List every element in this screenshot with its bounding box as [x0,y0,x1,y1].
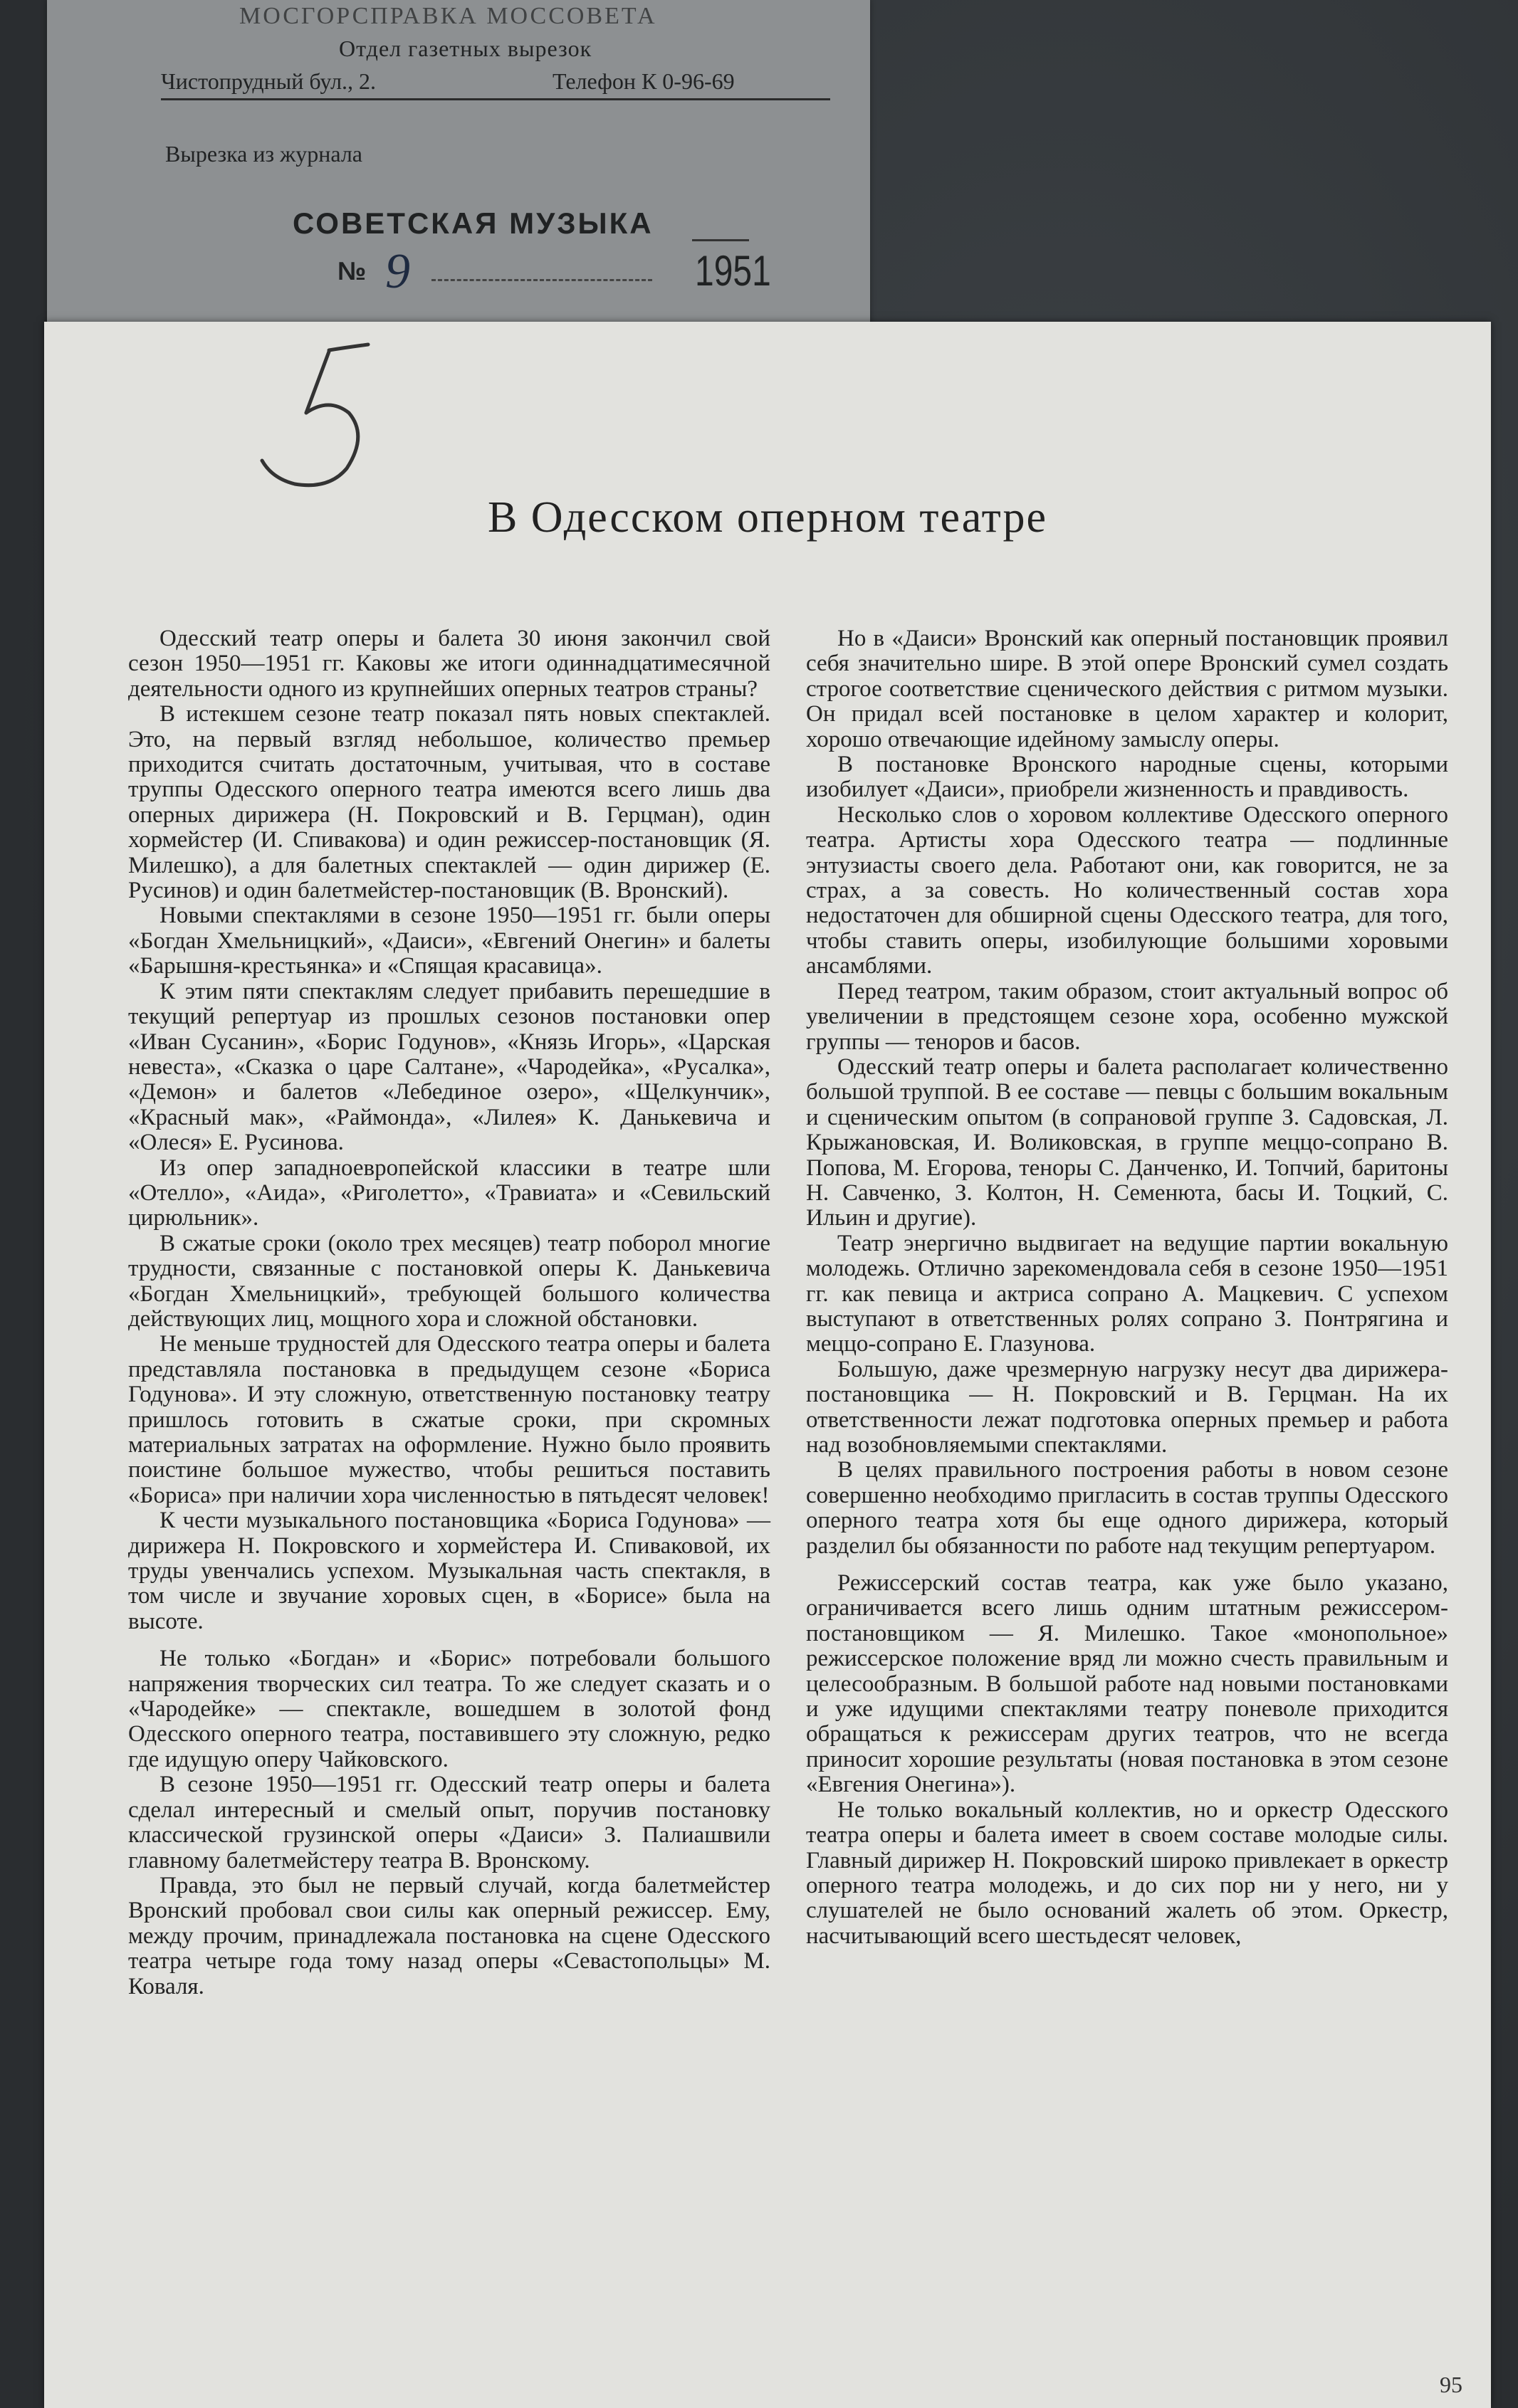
label-divider [161,98,830,100]
right-paragraph: Одесский театр оперы и балета располагает количественно большой труппой. В ее составе — певцы с большим вокальным и сценическим опытом (в сопрановой группе З. Садовская, Л. Крыжановская, И. Воликовская, в группе меццо-сопрано В. Попова, М. Егорова, теноры С. Данченко, И. Топчий, баритоны Н. Савченко, З. Колтон, Н. Семенюта, басы И. Тоцкий, С. Ильин и другие). [806,1053,1448,1231]
left-paragraph: К чести музыкального постановщика «Бориса Годунова» — дирижера Н. Покровского и хормейстера И. Спиваковой, их труды увенчались успехом. Музыкальная часть спектакля, в том числе и звучание хоровых сцен, в «Борисе» была на высоте. [128,1508,770,1634]
issue-dotted-line [431,279,652,281]
left-paragraph: Не только «Богдан» и «Борис» потребовали большого напряжения творческих сил театра. То же следует сказать и о «Чародейке» — спектакле, вошедшем в золотой фонд Одесского оперного театра, поставившего эту сложную, редко где идущую оперу Чайковского. [128,1646,770,1772]
right-paragraph: Театр энергично выдвигает на ведущие партии вокальную молодежь. Отлично зарекомендовала себя в сезоне 1950—1951 гг. как певица и актриса сопрано А. Мацкевич. С успехом выступают в ответственных ролях сопрано З. Понтрягина и меццо-сопрано Е. Глазунова. [806,1230,1448,1357]
department-name: Отдел газетных вырезок [339,36,592,61]
issue-number-label: № [337,256,367,285]
article-right-column [806,626,1448,1949]
left-paragraph: Не меньше трудностей для Одесского театра оперы и балета представляла постановка в предыдущем сезоне «Бориса Годунова». И эту сложную, ответственную постановку театру пришлось готовить в сжатые сроки, при скромных материальных затратах на оформление. Нужно было проявить поистине большое мужество, чтобы решиться поставить «Бориса» при наличии хора численностью в пятьдесят человек! [128,1331,770,1508]
issue-year: 1951 [695,247,771,295]
right-paragraph: Перед театром, таким образом, стоит актуальный вопрос об увеличении в предстоящем сезоне хора, особенно мужской группы — теноров и басов. [806,978,1448,1055]
handwritten-number-five [222,329,407,514]
agency-name: МОСГОРСПРАВКА МОССОВЕТА [239,3,657,29]
address: Чистопрудный бул., 2. [161,68,377,94]
left-paragraph: Новыми спектаклями в сезоне 1950—1951 гг. были оперы «Богдан Хмельницкий», «Даиси», «Евгений Онегин» и балеты «Барышня-крестьянка» и «Спящая красавица». [128,903,770,979]
article-left-column [128,626,770,1999]
issue-number-handwritten: 9 [385,244,410,299]
cutting-source-caption: Вырезка из журнала [165,141,362,167]
right-paragraph: Не только вокальный коллектив, но и оркестр Одесского театра оперы и балета имеет в своем составе молодые силы. Главный дирижер Н. Покровский широко привлекает в оркестр оперного театра молодежь, и до сих пор ни у него, ни у слушателей не было оснований жалеть об этом. Оркестр, насчитывающий всего шестьдесят человек, [806,1797,1448,1949]
left-paragraph: Одесский театр оперы и балета 30 июня закончил свой сезон 1950—1951 гг. Каковы же итоги одиннадцатимесячной деятельности одного из крупнейших оперных театров страны? [128,626,770,702]
journal-underline [692,239,749,241]
left-paragraph: В истекшем сезоне театр показал пять новых спектаклей. Это, на первый взгляд небольшое, количество премьер приходится считать достаточным, учитывая, что в составе труппы Одесского оперного театра имеются всего лишь два оперных дирижера (Н. Покровский и В. Герцман), один хормейстер (И. Спивакова) и один режиссер-постановщик (Я. Милешко), а для балетных спектаклей — один дирижер (Е. Русинов) и один балетмейстер-постановщик (В. Вронский). [128,701,770,904]
journal-name: СОВЕТСКАЯ МУЗЫКА [293,206,654,240]
clipping-service-label [47,0,870,335]
right-paragraph: В постановке Вронского народные сцены, которыми изобилует «Даиси», приобрели жизненность и правдивость. [806,752,1448,803]
right-paragraph: В целях правильного построения работы в новом сезоне совершенно необходимо пригласить в состав труппы Одесского оперного театра хотя бы еще одного дирижера, который разделил бы обязанности по работе над текущим репертуаром. [806,1457,1448,1559]
right-paragraph: Большую, даже чрезмерную нагрузку несут два дирижера-постановщика — Н. Покровский и В. Герцман. На их ответственности лежат подготовка оперных премьер и работа над возобновляемыми спектаклями. [806,1356,1448,1458]
left-paragraph: В сезоне 1950—1951 гг. Одесский театр оперы и балета сделал интересный и смелый опыт, поручив постановку классической грузинской оперы «Даиси» З. Палиашвили главному балетмейстеру театра В. Вронскому. [128,1772,770,1873]
left-paragraph: В сжатые сроки (около трех месяцев) театр поборол многие трудности, связанные с постановкой оперы К. Данькевича «Богдан Хмельницкий», требующей большого количества действующих лиц, мощного хора и сложной обстановки. [128,1230,770,1332]
right-paragraph: Но в «Даиси» Вронский как оперный постановщик проявил себя значительно шире. В этой опере Вронский сумел создать строгое соответствие сценического действия с ритмом музыки. Он придал всей постановке в целом характер и колорит, хорошо отвечающие идейному замыслу оперы. [806,626,1448,752]
left-paragraph: К этим пяти спектаклям следует прибавить перешедшие в текущий репертуар из прошлых сезонов постановки опер «Иван Сусанин», «Борис Годунов», «Князь Игорь», «Царская невеста», «Сказка о царе Салтане», «Чародейка», «Русалка», «Демон» и балетов «Лебединое озеро», «Щелкунчик», «Красный мак», «Раймонда», «Лилея» К. Данькевича и «Олеся» Е. Русинова. [128,978,770,1156]
left-paragraph: Правда, это был не первый случай, когда балетмейстер Вронский пробовал свои силы как оперный режиссер. Ему, между прочим, принадлежала постановка на сцене Одесского театра четыре года тому назад оперы «Севастопольцы» М. Коваля. [128,1872,770,1999]
phone-number: Телефон К 0-96-69 [553,68,735,94]
left-paragraph: Из опер западноевропейской классики в театре шли «Отелло», «Аида», «Риголетто», «Травиата» и «Севильский цирюльник». [128,1155,770,1231]
right-paragraph: Несколько слов о хоровом коллективе Одесского оперного театра. Артисты хора Одесского театра — подлинные энтузиасты своего дела. Работают они, как говорится, не за страх, а за совесть. Но количественный состав хора недостаточен для обширной сцены Одесского театра, для того, чтобы ставить оперы, изобилующие большими хоровыми ансамблями. [806,801,1448,979]
article-clipping [44,322,1491,2408]
article-title: В Одесском оперном театре [487,493,1048,542]
page-number: 95 [1440,2372,1462,2397]
right-paragraph: Режиссерский состав театра, как уже было указано, ограничивается всего лишь одним штатным режиссером-постановщиком — Я. Милешко. Такое «монопольное» режиссерское положение вряд ли можно счесть правильным и целесообразным. В большой работе над новыми постановками и уже идущими спектаклями театру поневоле приходится обращаться к режиссерам других театров, что не всегда приносит хорошие результаты (новая постановка в этом сезоне «Евгения Онегина»). [806,1570,1448,1798]
